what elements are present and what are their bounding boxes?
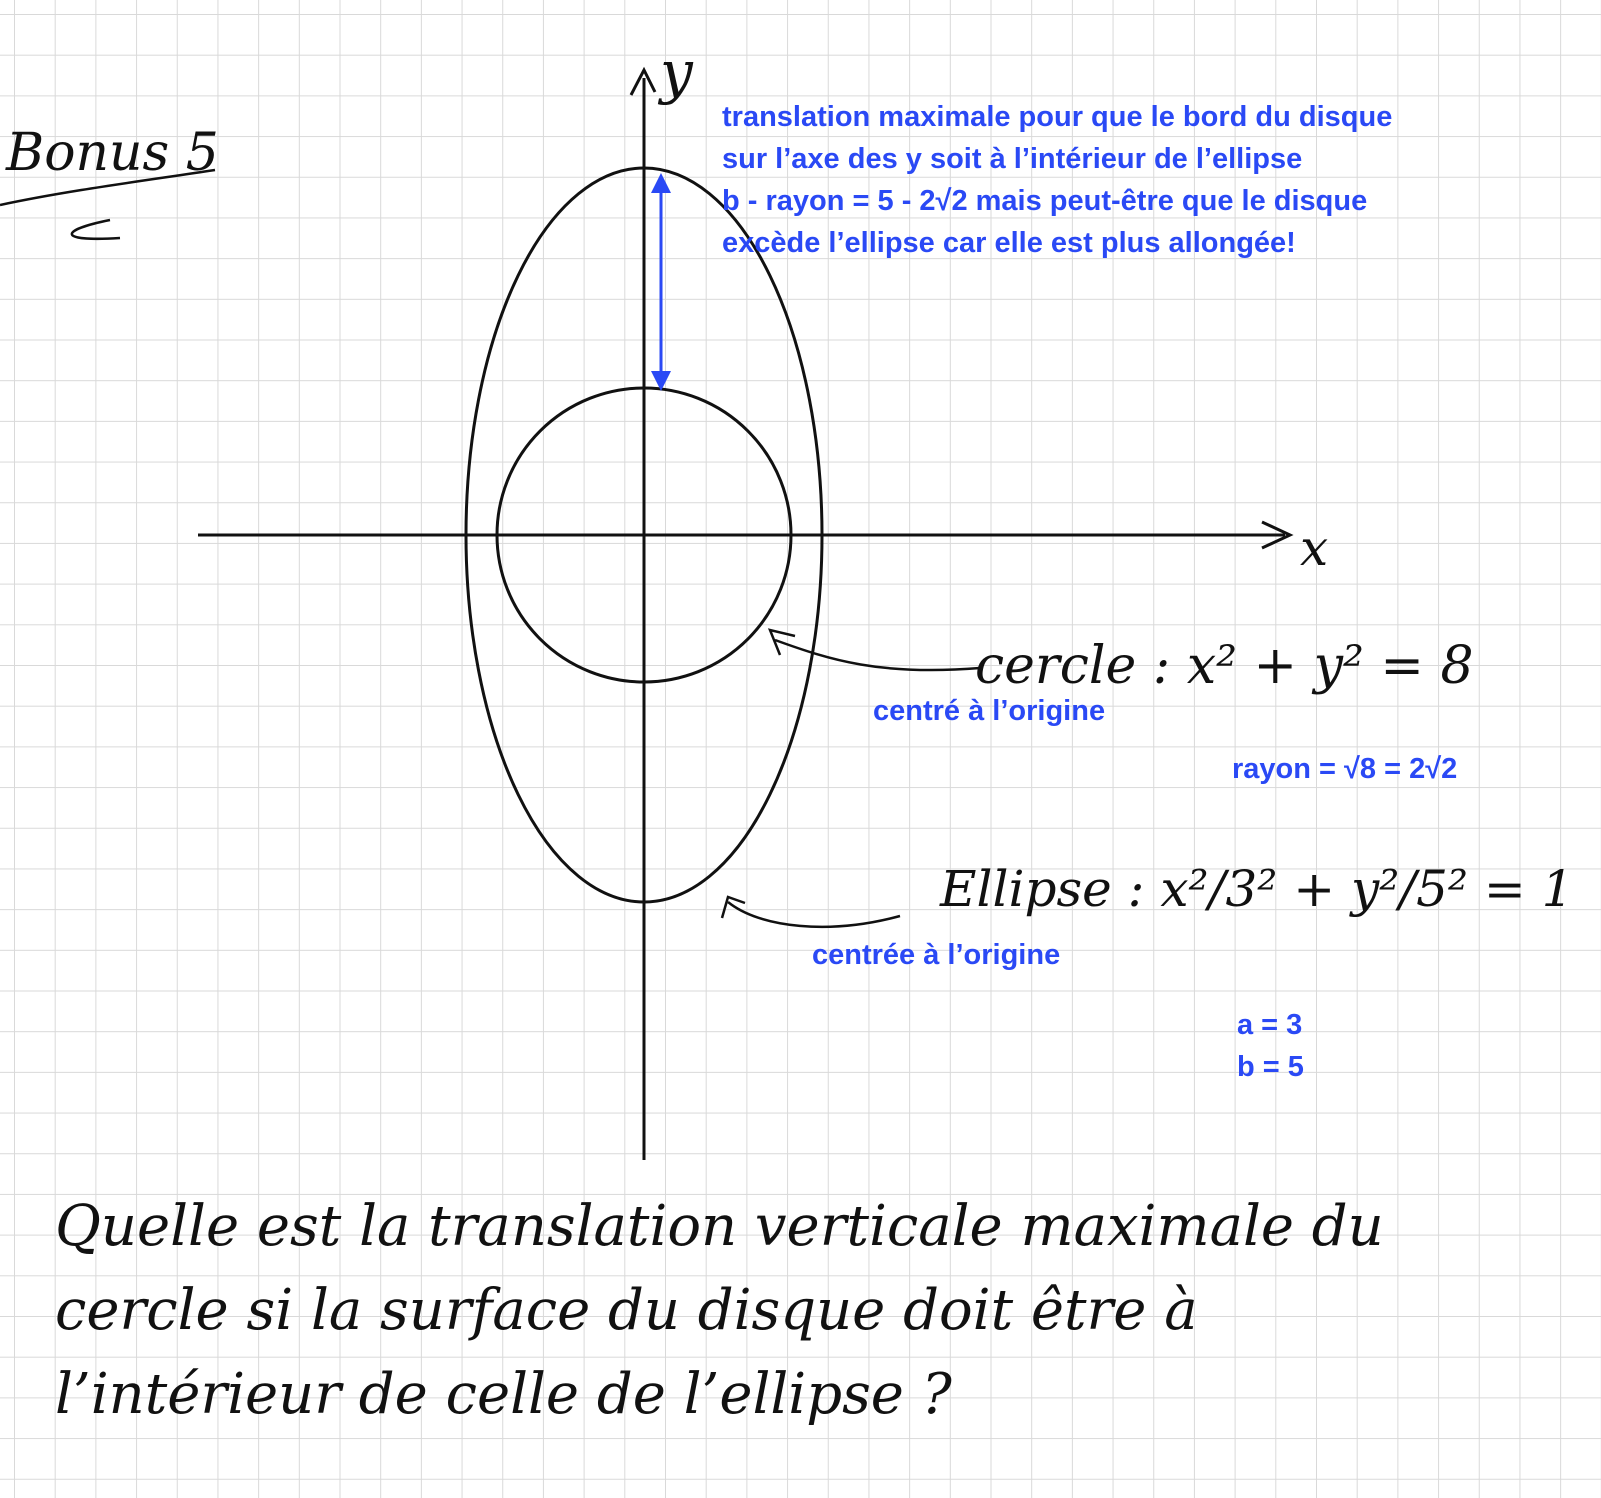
top-note-line-1: translation maximale pour que le bord du disque: [722, 101, 1393, 133]
top-note-line-3: b - rayon = 5 - 2√2 mais peut-être que le disque: [722, 185, 1368, 217]
question-line-2: cercle si la surface du disque doit être à: [55, 1278, 1198, 1343]
circle-pointer-arrow: [775, 640, 980, 670]
ellipse-a-note: a = 3: [1237, 1009, 1303, 1041]
top-note-line-4: excède l’ellipse car elle est plus allongée!: [722, 227, 1296, 259]
question-line-1: Quelle est la translation verticale maximale du: [55, 1194, 1384, 1259]
title-bonus: Bonus 5: [6, 123, 219, 183]
ellipse-pointer-arrow: [728, 902, 900, 927]
ellipse-equation: Ellipse : x²/3² + y²/5² = 1: [940, 860, 1574, 918]
ellipse-b-note: b = 5: [1237, 1051, 1304, 1083]
title-flourish: [72, 220, 120, 239]
circle-center-note: centré à l’origine: [873, 695, 1106, 727]
translation-arrow-head-top: [651, 173, 671, 193]
top-note-line-2: sur l’axe des y soit à l’intérieur de l’ellipse: [722, 143, 1303, 175]
circle-equation: cercle : x² + y² = 8: [975, 636, 1474, 696]
question-line-3: l’intérieur de celle de l’ellipse ?: [55, 1362, 952, 1427]
x-axis-label: x: [1300, 519, 1329, 577]
top-note: [722, 96, 1392, 264]
y-axis-label: y: [660, 38, 693, 106]
ellipse-center-note: centrée à l’origine: [812, 939, 1061, 971]
circle-radius-note: rayon = √8 = 2√2: [1232, 753, 1458, 785]
question: [55, 1185, 1384, 1437]
